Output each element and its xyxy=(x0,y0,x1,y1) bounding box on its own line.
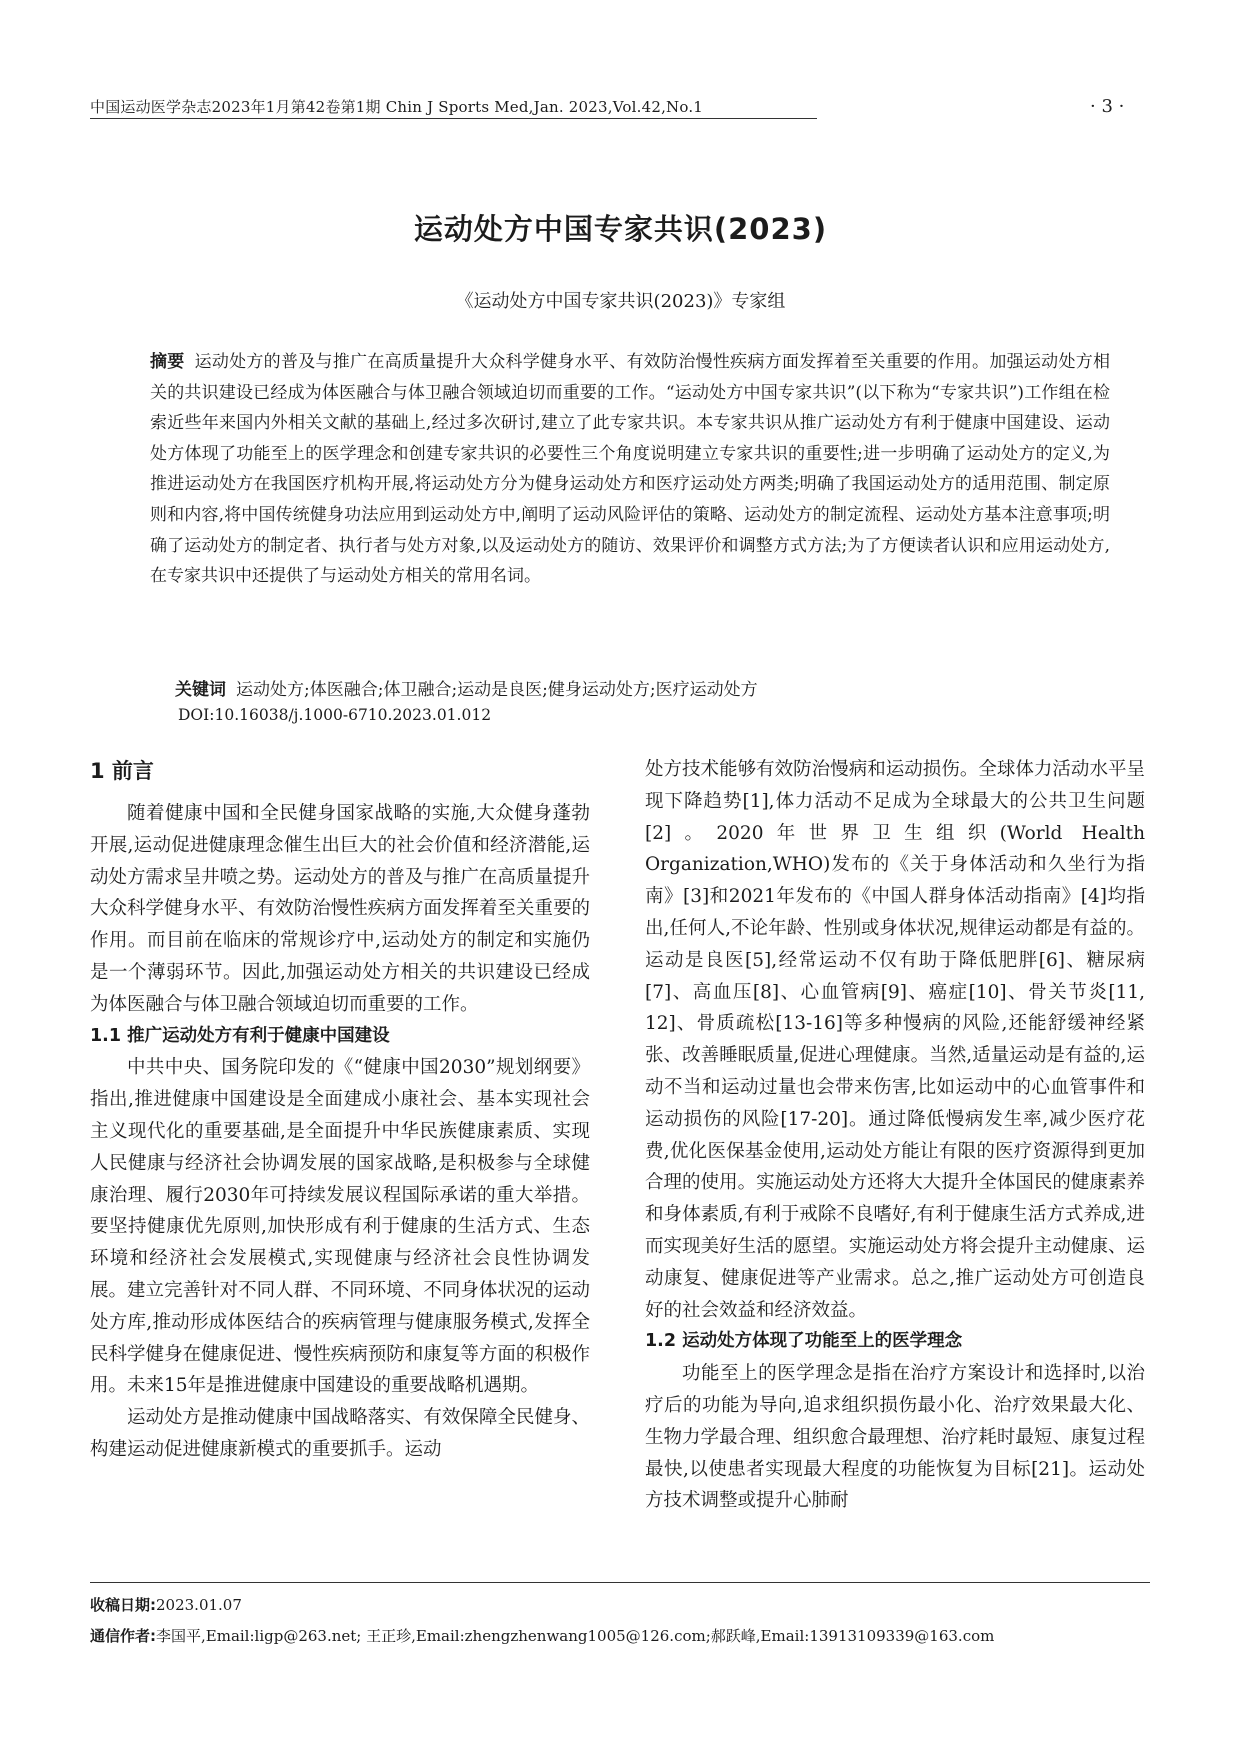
abstract-label: 摘要 xyxy=(150,352,185,372)
abstract xyxy=(150,347,1110,592)
keywords-label: 关键词 xyxy=(175,680,226,700)
paragraph: 随着健康中国和全民健身国家战略的实施,大众健身蓬勃开展,运动促进健康理念催生出巨大的社会价值和经济潜能,运动处方需求呈井喷之势。运动处方的普及与推广在高质量提升大众科学健身水平、有效防治慢性疾病方面发挥着至关重要的作用。而目前在临床的常规诊疗中,运动处方的制定和实施仍是一个薄弱环节。因此,加强运动处方相关的共识建设已经成为体医融合与体卫融合领域迫切而重要的工作。 xyxy=(90,803,590,1015)
page-number: · 3 · xyxy=(1090,96,1125,117)
section-1-1-heading: 1.1 推广运动处方有利于健康中国建设 xyxy=(90,1025,390,1046)
paragraph-continued: 处方技术能够有效防治慢病和运动损伤。全球体力活动水平呈现下降趋势[1],体力活动不足成为全球最大的公共卫生问题[2]。2020年世界卫生组织(World Health Organization,WHO)发布的《关于身体活动和久坐行为指南》[3]和2021年发布的《中国人群身体活动指南》[4]均指出,任何人,不论年龄、性别或身体状况,规律运动都是有益的。运动是良医[5],经常运动不仅有助于降低肥胖[6]、糖尿病[7]、高血压[8]、心血管病[9]、癌症[10]、骨关节炎[11, 12]、骨质疏松[13-16]等多种慢病的风险,还能舒缓神经紧张、改善睡眠质量,促进心理健康。当然,适量运动是有益的,运动不当和运动过量也会带来伤害,比如运动中的心血管事件和运动损伤的风险[17-20]。通过降低慢病发生率,减少医疗花费,优化医保基金使用,运动处方能让有限的医疗资源得到更加合理的使用。实施运动处方还将大大提升全体国民的健康素养和身体素质,有利于戒除不良嗜好,有利于健康生活方式养成,进而实现美好生活的愿望。实施运动处方将会提升主动健康、运动康复、健康促进等产业需求。总之,推广运动处方可创造良好的社会效益和经济效益。 xyxy=(645,759,1145,1321)
corresponding-text: 李国平,Email:ligp@263.net; 王正珍,Email:zhengzhenwang1005@126.com;郝跃峰,Email:13913109339@163.com xyxy=(156,1627,995,1645)
abstract-text: 运动处方的普及与推广在高质量提升大众科学健身水平、有效防治慢性疾病方面发挥着至关重要的作用。加强运动处方相关的共识建设已经成为体医融合与体卫融合领域迫切而重要的工作。“运动处方中国专家共识”(以下称为“专家共识”)工作组在检索近些年来国内外相关文献的基础上,经过多次研讨,建立了此专家共识。本专家共识从推广运动处方有利于健康中国建设、运动处方体现了功能至上的医学理念和创建专家共识的必要性三个角度说明建立专家共识的重要性;进一步明确了运动处方的定义,为推进运动处方在我国医疗机构开展,将运动处方分为健身运动处方和医疗运动处方两类;明确了我国运动处方的适用范围、制定原则和内容,将中国传统健身功法应用到运动处方中,阐明了运动风险评估的策略、运动处方的制定流程、运动处方基本注意事项;明确了运动处方的制定者、执行者与处方对象,以及运动处方的随访、效果评价和调整方式方法;为了方便读者认识和应用运动处方,在专家共识中还提供了与运动处方相关的常用名词。 xyxy=(150,352,1111,587)
journal-header: 中国运动医学杂志2023年1月第42卷第1期 Chin J Sports Med,Jan. 2023,Vol.42,No.1 xyxy=(90,98,704,116)
keywords-text: 运动处方;体医融合;体卫融合;运动是良医;健身运动处方;医疗运动处方 xyxy=(236,680,758,700)
corresponding-author-note xyxy=(90,1625,994,1646)
keywords xyxy=(175,675,758,700)
left-column xyxy=(90,754,590,1466)
received-date: 2023.01.07 xyxy=(156,1596,242,1614)
received-label: 收稿日期: xyxy=(90,1596,156,1614)
section-1-heading: 1 前言 xyxy=(90,759,154,783)
footnote-rule xyxy=(90,1582,1150,1583)
corresponding-label: 通信作者: xyxy=(90,1627,156,1645)
right-column xyxy=(645,754,1145,1517)
paper-title: 运动处方中国专家共识(2023) xyxy=(413,212,828,246)
paragraph: 运动处方是推动健康中国战略落实、有效保障全民健身、构建运动促进健康新模式的重要抓手。运动 xyxy=(90,1407,590,1460)
doi: DOI:10.16038/j.1000-6710.2023.01.012 xyxy=(178,706,492,724)
paragraph: 功能至上的医学理念是指在治疗方案设计和选择时,以治疗后的功能为导向,追求组织损伤最小化、治疗效果最大化、生物力学最合理、组织愈合最理想、治疗耗时最短、康复过程最快,以使患者实现最大程度的功能恢复为目标[21]。运动处方技术调整或提升心肺耐 xyxy=(645,1363,1145,1512)
section-1-2-heading: 1.2 运动处方体现了功能至上的医学理念 xyxy=(645,1331,963,1352)
paragraph: 中共中央、国务院印发的《“健康中国2030”规划纲要》指出,推进健康中国建设是全面建成小康社会、基本实现社会主义现代化的重要基础,是全面提升中华民族健康素质、实现人民健康与经济社会协调发展的国家战略,是积极参与全球健康治理、履行2030年可持续发展议程国际承诺的重大举措。要坚持健康优先原则,加快形成有利于健康的生活方式、生态环境和经济社会发展模式,实现健康与经济社会良性协调发展。建立完善针对不同人群、不同环境、不同身体状况的运动处方库,推动形成体医结合的疾病管理与健康服务模式,发挥全民科学健身在健康促进、慢性疾病预防和康复等方面的积极作用。未来15年是推进健康中国建设的重要战略机遇期。 xyxy=(90,1057,590,1397)
header-rule xyxy=(90,118,817,119)
author-line: 《运动处方中国专家共识(2023)》专家组 xyxy=(455,291,786,312)
received-date-note xyxy=(90,1594,242,1615)
